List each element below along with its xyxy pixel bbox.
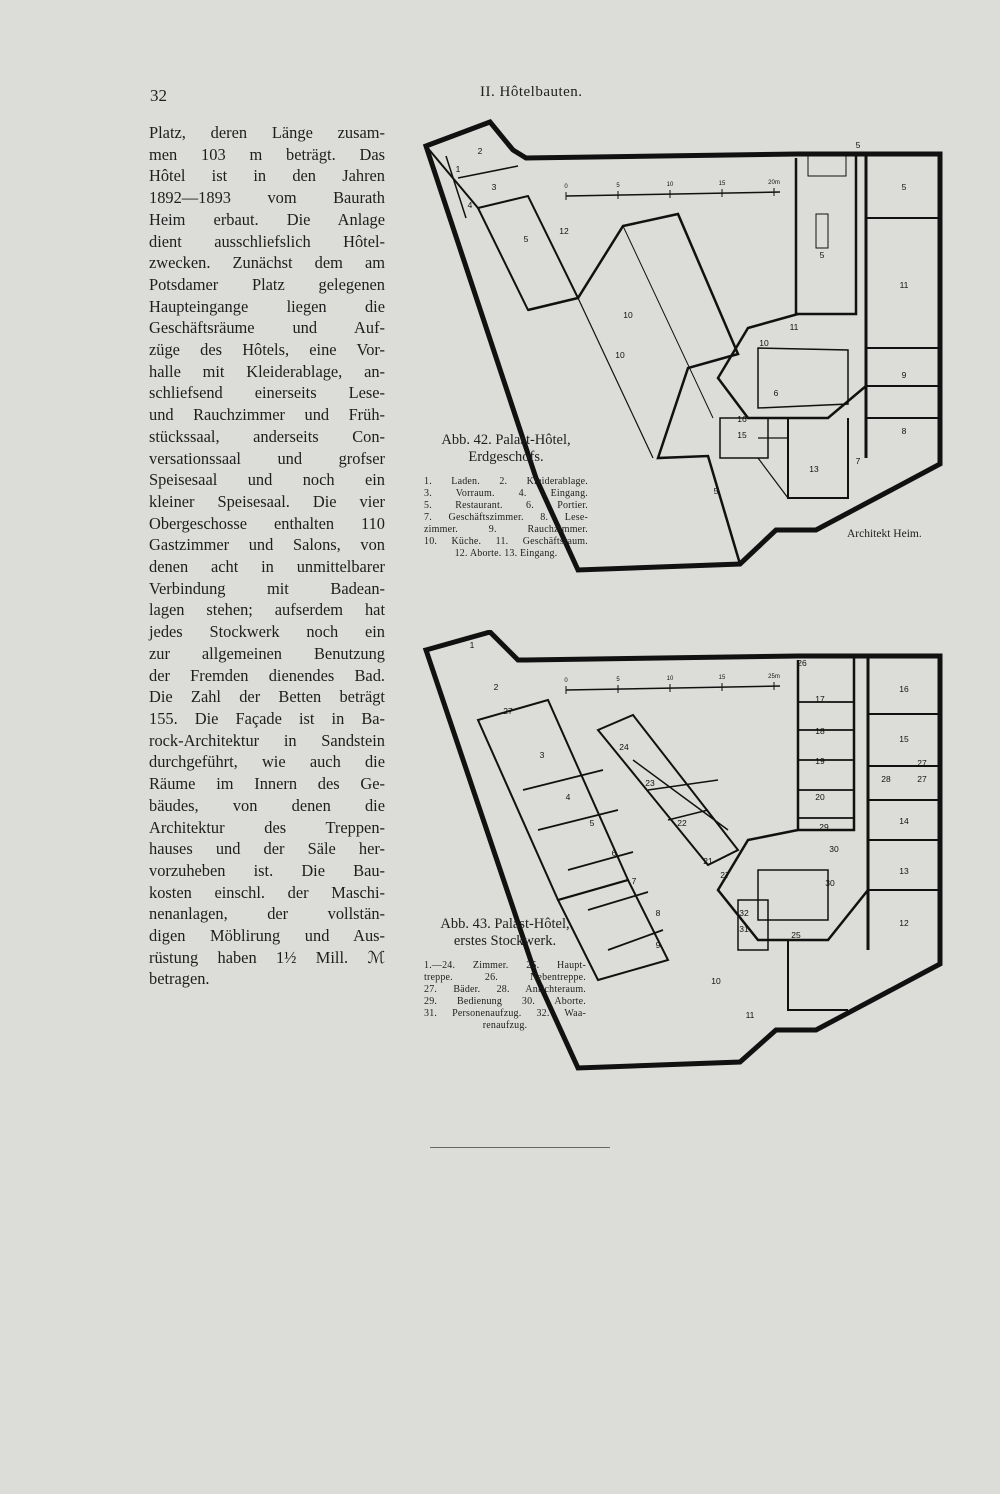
- room-number-label: 26: [797, 658, 807, 668]
- room-number-label: 17: [815, 694, 825, 704]
- scale-tick-label: 10: [666, 676, 674, 682]
- figure-42-subtitle: Erdgeschofs.: [468, 449, 544, 465]
- room-number-label: 30: [825, 878, 835, 888]
- room-number-label: 27: [720, 870, 730, 880]
- room-number-label: 10: [759, 338, 769, 348]
- running-title: II. Hôtelbauten.: [480, 84, 583, 100]
- room-number-label: 2: [477, 146, 483, 156]
- body-text-line: Haupteingange liegen die: [149, 296, 385, 316]
- room-number-label: 16: [899, 684, 909, 694]
- room-number-label: 23: [645, 778, 655, 788]
- room-number-label: 13: [899, 866, 909, 876]
- room-number-label: 8: [655, 908, 661, 918]
- legend-line: 29. Bedienung 30. Aborte.: [424, 996, 586, 1007]
- body-text-line: jedes Stockwerk noch ein: [149, 622, 385, 642]
- scale-tick-label: 0: [564, 184, 568, 190]
- body-text-line: durchgeführt, wie auch die: [149, 752, 385, 772]
- room-number-label: 31: [739, 924, 749, 934]
- body-text-line: digen Möblirung und Aus-: [149, 926, 385, 946]
- body-text-line: hauses und der Säle her-: [149, 839, 385, 859]
- room-number-label: 3: [491, 182, 497, 192]
- room-number-label: 10: [615, 350, 625, 360]
- room-number-label: 30: [829, 844, 839, 854]
- room-number-label: 3: [539, 750, 545, 760]
- body-text-line: men 103 m beträgt. Das: [149, 144, 385, 164]
- legend-line: treppe. 26. Nebentreppe.: [424, 972, 586, 983]
- body-text-line: Verbindung mit Badean-: [149, 578, 385, 598]
- legend-line: zimmer. 9. Rauchzimmer.: [424, 524, 588, 535]
- legend-line: 31. Personenaufzug. 32. Waa-: [424, 1008, 586, 1019]
- room-number-label: 7: [855, 456, 861, 466]
- room-number-label: 22: [677, 818, 687, 828]
- legend-line: 5. Restaurant. 6. Portier.: [424, 500, 588, 511]
- room-number-label: 5: [523, 234, 529, 244]
- legend-line: 27. Bäder. 28. Anrichteraum.: [424, 984, 586, 995]
- room-number-label: 4: [565, 792, 571, 802]
- body-text-line: Heim erbaut. Die Anlage: [149, 209, 385, 229]
- room-number-label: 18: [815, 726, 825, 736]
- body-text-line: kleiner Speisesaal. Die vier: [149, 491, 385, 511]
- room-number-label: 11: [745, 1010, 755, 1020]
- body-text-line: Speisesaal und noch ein: [149, 470, 385, 490]
- legend-line: 7. Geschäftszimmer. 8. Lese-: [424, 512, 588, 523]
- body-text-line: Obergeschosse enthalten 110: [149, 513, 385, 533]
- body-text-line: zwecken. Zunächst dem am: [149, 253, 385, 273]
- legend-line: 1.—24. Zimmer. 25. Haupt-: [424, 960, 586, 971]
- body-text-line: Geschäftsräume und Auf-: [149, 318, 385, 338]
- room-number-label: 13: [809, 464, 819, 474]
- body-text-line: rüstung haben 1½ Mill. ℳ: [149, 947, 385, 967]
- room-number-label: 9: [655, 940, 661, 950]
- room-number-label: 25: [791, 930, 801, 940]
- body-text: [149, 122, 385, 990]
- room-number-label: 14: [899, 816, 909, 826]
- legend-line: renaufzug.: [482, 1020, 528, 1031]
- scale-tick-label: 15: [718, 181, 726, 187]
- body-text-line: versationssaal und grofser: [149, 448, 385, 468]
- room-number-label: 9: [901, 370, 907, 380]
- legend-line: 10. Küche. 11. Geschäftsraum.: [424, 536, 588, 547]
- footer-rule: [430, 1147, 610, 1148]
- body-text-line: stückssaal, anderseits Con-: [149, 426, 385, 446]
- body-text-line: Platz, deren Länge zusam-: [149, 123, 385, 142]
- body-text-line: lagen stehen; aufserdem hat: [149, 600, 385, 620]
- room-number-label: 27: [503, 706, 513, 716]
- room-number-label: 12: [559, 226, 569, 236]
- scale-tick-label: 5: [616, 183, 620, 189]
- body-text-line: nenanlagen, der vollstän-: [149, 904, 385, 924]
- body-text-line: züge des Hôtels, eine Vor-: [149, 340, 385, 360]
- body-text-line: Architektur des Treppen-: [149, 817, 385, 837]
- body-text-line: 155. Die Façade ist in Ba-: [149, 708, 385, 728]
- room-number-label: 27: [917, 758, 927, 768]
- body-text-line: Gastzimmer und Salons, von: [149, 535, 385, 555]
- room-number-label: 24: [619, 742, 629, 752]
- room-number-label: 6: [773, 388, 779, 398]
- room-number-label: 8: [901, 426, 907, 436]
- room-number-label: 2: [493, 682, 499, 692]
- body-text-line: kosten einschl. der Maschi-: [149, 882, 385, 902]
- room-number-label: 7: [631, 876, 637, 886]
- room-number-label: 1: [469, 640, 475, 650]
- body-text-line: betragen.: [149, 969, 210, 989]
- scale-tick-label: 15: [718, 675, 726, 681]
- room-number-label: 4: [467, 200, 473, 210]
- body-text-line: zur allgemeinen Benutzung: [149, 643, 385, 663]
- body-text-line: Hôtel ist in den Jahren: [149, 166, 385, 186]
- room-number-label: 20: [815, 792, 825, 802]
- room-number-label: 12: [899, 918, 909, 928]
- body-text-line: Potsdamer Platz gelegenen: [149, 274, 385, 294]
- room-number-label: 15: [737, 430, 747, 440]
- room-number-label: 5: [589, 818, 595, 828]
- figure-42-legend: [424, 476, 588, 560]
- legend-line: 3. Vorraum. 4. Eingang.: [424, 488, 588, 499]
- figure-43-caption: [424, 916, 586, 1032]
- room-number-label: 11: [899, 280, 909, 290]
- room-number-label: 1: [455, 164, 461, 174]
- room-number-label: 16: [737, 414, 747, 424]
- room-number-label: 28: [881, 774, 891, 784]
- scale-tick-label: 20m: [768, 180, 780, 186]
- room-number-label: 11: [789, 322, 799, 332]
- room-number-label: 19: [815, 756, 825, 766]
- body-text-line: 1892—1893 vom Baurath: [149, 188, 385, 208]
- body-text-line: Räume im Innern des Ge-: [149, 774, 385, 794]
- room-number-label: 5: [819, 250, 825, 260]
- figure-43-subtitle: erstes Stockwerk.: [453, 933, 557, 949]
- scale-tick-label: 10: [666, 182, 674, 188]
- body-text-line: dient ausschliefslich Hôtel-: [149, 231, 385, 251]
- body-text-line: bäudes, von denen die: [149, 795, 385, 815]
- room-number-label: 32: [739, 908, 749, 918]
- room-number-label: 5: [901, 182, 907, 192]
- body-text-line: vorzuheben ist. Die Bau-: [149, 860, 385, 880]
- scale-tick-label: 0: [564, 678, 568, 684]
- body-text-line: denen acht in unmittelbarer: [149, 557, 385, 577]
- room-number-label: 15: [899, 734, 909, 744]
- room-number-label: 21: [703, 856, 713, 866]
- page-number: 32: [150, 86, 167, 105]
- body-text-line: und Rauchzimmer und Früh-: [149, 405, 385, 425]
- figure-42-title: Abb. 42. Palast-Hôtel,: [441, 432, 571, 448]
- room-number-label: 5: [855, 140, 861, 150]
- scale-tick-label: 25m: [768, 674, 780, 680]
- body-text-line: Die Zahl der Betten beträgt: [149, 687, 385, 707]
- legend-line: 1. Laden. 2. Kleiderablage.: [424, 476, 588, 487]
- architect-credit: Architekt Heim.: [847, 528, 922, 540]
- legend-line: 12. Aborte. 13. Eingang.: [454, 548, 558, 559]
- room-number-label: 5: [713, 486, 719, 496]
- body-text-line: schliefsend einerseits Lese-: [149, 383, 385, 403]
- body-text-line: der Fremden dienendes Bad.: [149, 665, 385, 685]
- room-number-label: 10: [623, 310, 633, 320]
- room-number-label: 10: [711, 976, 721, 986]
- room-number-label: 27: [917, 774, 927, 784]
- scale-tick-label: 5: [616, 677, 620, 683]
- figure-43-title: Abb. 43. Palast-Hôtel,: [440, 916, 570, 932]
- figure-43-legend: [424, 960, 586, 1032]
- body-text-line: halle mit Kleiderablage, an-: [149, 361, 385, 381]
- room-number-label: 29: [819, 822, 829, 832]
- scale-bar-ticks: [564, 674, 780, 684]
- body-text-line: rock-Architektur in Sandstein: [149, 730, 385, 750]
- room-number-label: 6: [611, 848, 617, 858]
- scale-bar-ticks: [564, 180, 780, 190]
- figure-42-caption: [424, 432, 588, 560]
